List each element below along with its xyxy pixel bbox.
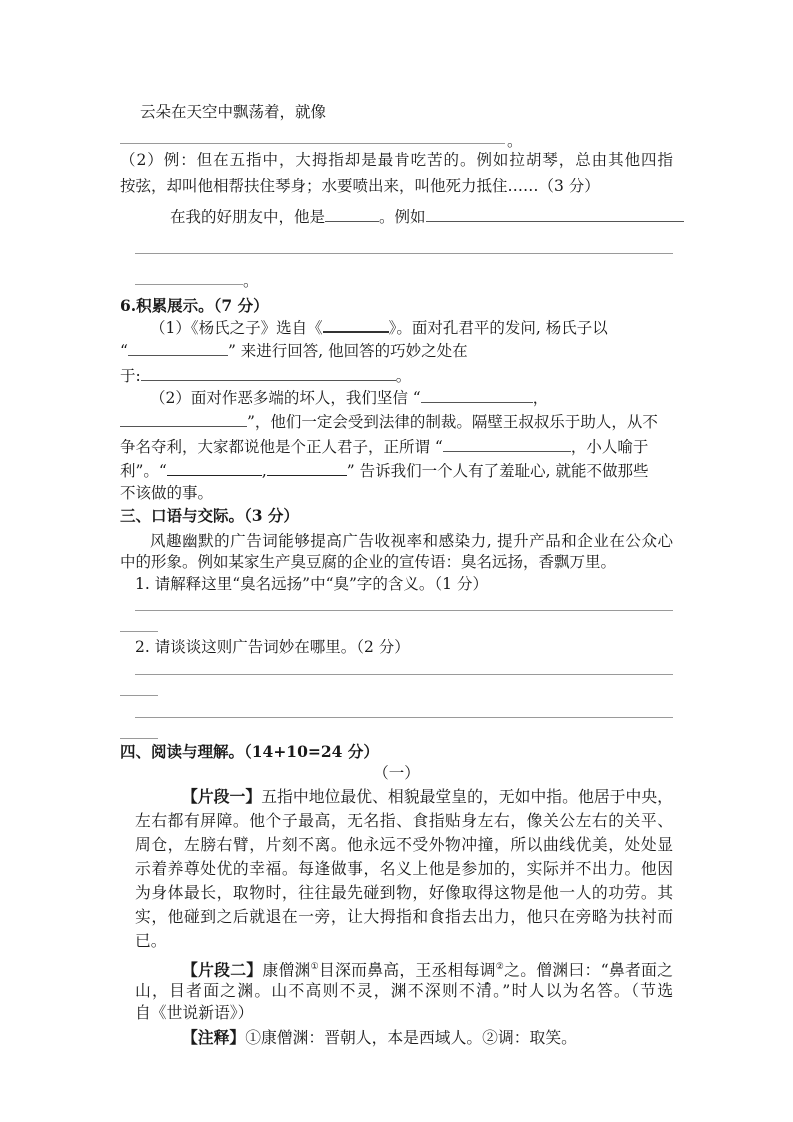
q6-s2-line4 xyxy=(120,459,649,481)
text: ， xyxy=(532,389,549,407)
q5-p2-line2: 按弦，却叫他相帮扶住琴身；水要喷出来，叫他死力抵住……（3 分） xyxy=(120,177,600,195)
fragment2-line: 自《世说新语》） xyxy=(135,1003,254,1022)
fragment1-line: 实，他碰到之后就退在一旁，让大拇指和食指去出力，他只在旁略为扶衬而 xyxy=(135,907,673,926)
answer-blank xyxy=(167,459,262,476)
footnote-marker: ② xyxy=(495,962,505,972)
q6-s2-line3 xyxy=(120,435,648,457)
text: , xyxy=(261,462,267,480)
q6-s1-line2 xyxy=(120,339,468,361)
section3-heading: 三、口语与交际。（3 分） xyxy=(120,506,299,525)
text: 五指中地位最优、相貌最堂皇的，无如中指。他居于中央， xyxy=(261,787,673,806)
fill-text-a: 在我的好朋友中，他是 xyxy=(170,208,326,226)
text: 目深而鼻高，王丞相每 xyxy=(318,960,480,980)
answer-blank xyxy=(267,459,347,476)
fragment1-label: 【片段一】 xyxy=(182,787,262,806)
q6-s1-line3 xyxy=(120,364,411,386)
answer-line xyxy=(135,674,673,675)
fragment2-line xyxy=(182,956,673,978)
text: 》。面对孔君平的发问, 杨氏子以 xyxy=(388,319,608,337)
text: 。 xyxy=(395,367,412,385)
q6-s2-line5: 不该做的事。 xyxy=(120,484,214,502)
answer-line xyxy=(135,610,673,611)
answer-blank xyxy=(443,435,571,452)
section3-q1: 1. 请解释这里“臭名远扬”中“臭”字的含义。（1 分） xyxy=(135,575,488,593)
text: 之。僧渊曰：“鼻者面之 xyxy=(504,960,673,980)
section3-intro2: 中的形象。例如某家生产臭豆腐的企业的宣传语：臭名远扬，香飘万里。 xyxy=(120,553,617,571)
answer-blank xyxy=(426,205,684,222)
answer-line xyxy=(135,284,243,285)
text: ” 告诉我们一个人有了羞耻心, 就能不做那些 xyxy=(346,462,649,480)
section4-heading: 四、阅读与理解。（14+10=24 分） xyxy=(120,742,379,761)
text: （1）《杨氏之子》选自《 xyxy=(150,319,323,337)
text: “ xyxy=(120,342,128,360)
q6-s1-line1 xyxy=(150,315,608,337)
answer-blank xyxy=(128,339,228,356)
fragment2-line: 山，目者面之渊。山不高则不灵，渊不深则不清。”时人以为名答。（节选 xyxy=(135,981,673,1000)
fragment1-line: 周仓，左膀右臂，片刻不离。他永远不受外物冲撞，所以曲线优美，处处显 xyxy=(135,835,673,854)
text: 康僧渊 xyxy=(262,960,311,980)
answer-line xyxy=(120,143,505,144)
q6-heading: 6.积累展示。（7 分） xyxy=(120,296,269,315)
text: （2）面对作恶多端的坏人，我们坚信 “ xyxy=(150,389,421,407)
text: 争名夺利，大家都说他是个正人君子，正所谓 “ xyxy=(120,438,443,456)
section3-intro1: 风趣幽默的广告词能够提高广告收视率和感染力, 提升产品和企业在公众心 xyxy=(150,532,673,550)
notes-text: ①康僧渊：晋朝人，本是西域人。②调：取笑。 xyxy=(245,1028,577,1047)
q5-line1: 云朵在天空中飘荡着，就像 xyxy=(140,103,327,121)
footnote-marker: ① xyxy=(310,962,319,972)
answer-blank xyxy=(141,364,396,381)
period: 。 xyxy=(507,132,523,150)
text: 利”。“ xyxy=(120,462,167,480)
answer-blank xyxy=(120,410,247,427)
q5-fill-line xyxy=(170,205,684,227)
fragment1-line: 左右都有屏障。他个子最高，无名指、食指贴身左右，像关公左右的关平、 xyxy=(135,811,673,830)
q5-p2-line1: （2）例：但在五指中，大拇指却是最肯吃苦的。例如拉胡琴，总由其他四指 xyxy=(120,151,673,169)
text: 于: xyxy=(120,367,141,385)
answer-blank xyxy=(323,315,389,333)
answer-line xyxy=(120,631,158,632)
answer-line xyxy=(135,717,673,718)
fragment1-line: 已。 xyxy=(135,931,167,950)
answer-blank xyxy=(421,386,533,403)
answer-line xyxy=(135,253,673,254)
section3-q2: 2. 请谈谈这则广告词妙在哪里。（2 分） xyxy=(135,638,410,656)
notes-line xyxy=(182,1027,577,1049)
fragment1-line xyxy=(182,786,673,808)
text: ，小人喻于 xyxy=(570,438,649,456)
text: ” 来进行回答, 他回答的巧妙之处在 xyxy=(227,342,468,360)
emphasized-char: 调 xyxy=(479,960,496,980)
part-one-label: （一） xyxy=(373,764,420,782)
answer-blank xyxy=(325,205,379,222)
notes-label: 【注释】 xyxy=(182,1028,246,1047)
q6-s2-line1 xyxy=(150,386,548,408)
fragment1-line: 示着养尊处优的幸福。每逢做事，名义上他是参加的，实际并不出力。他因 xyxy=(135,859,673,878)
fill-text-b: 。例如 xyxy=(379,208,426,226)
q6-s2-line2 xyxy=(120,410,658,432)
answer-line xyxy=(120,738,158,739)
period: 。 xyxy=(243,272,259,290)
fragment2-label: 【片段二】 xyxy=(182,960,263,980)
answer-line xyxy=(120,695,158,696)
fragment1-line: 为身体最长，取物时，往往最先碰到物，好像取得这物是他一人的功劳。其 xyxy=(135,883,673,902)
text: ”，他们一定会受到法律的制裁。隔壁王叔叔乐于助人，从不 xyxy=(247,413,658,431)
